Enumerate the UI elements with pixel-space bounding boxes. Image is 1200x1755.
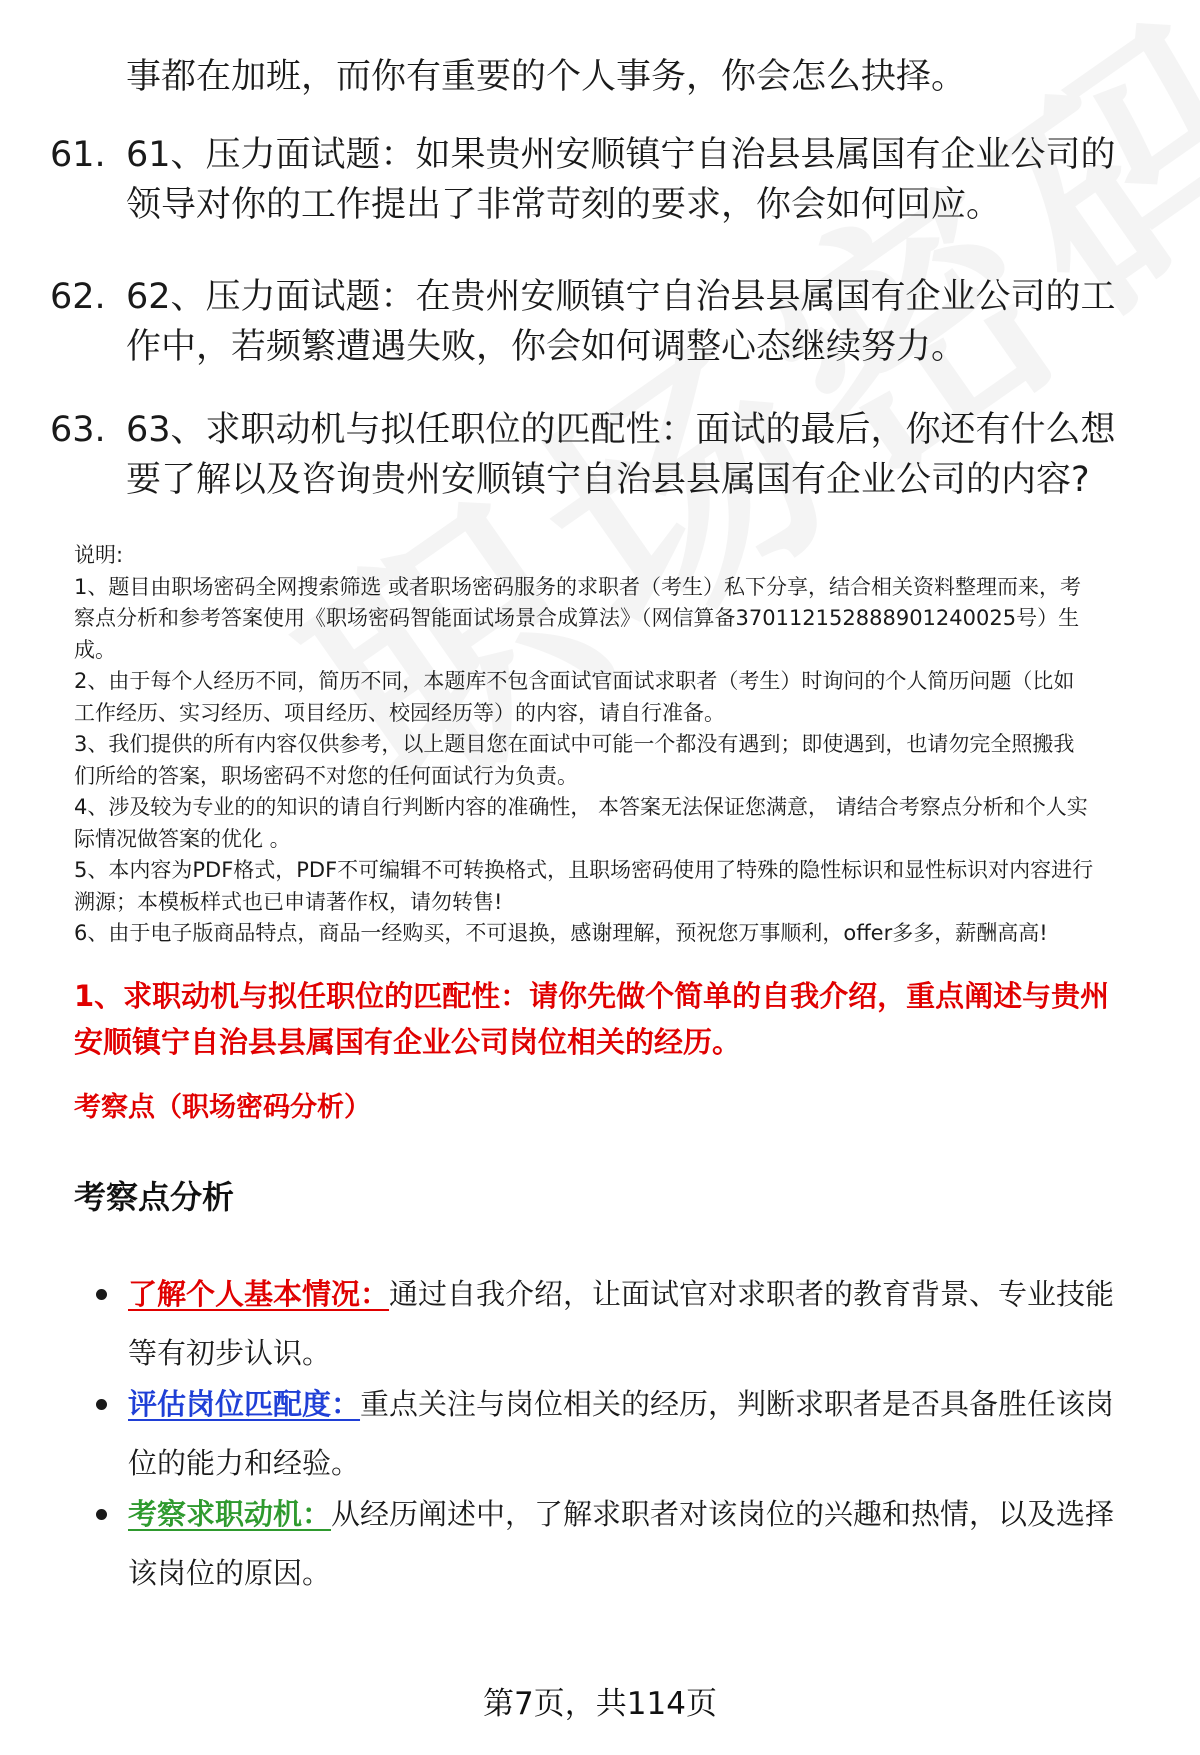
bullet-label: 评估岗位匹配度： xyxy=(128,1387,361,1421)
bullet-line xyxy=(128,1375,1178,1434)
question-line: 要了解以及咨询贵州安顺镇宁自治县县属国有企业公司的内容? xyxy=(126,460,1090,500)
notes-line: 3、我们提供的所有内容仅供参考，以上题目您在面试中可能一个都没有遇到；即使遇到，也请勿完全照搬我 xyxy=(74,732,1075,756)
notes-line: 们所给的答案，职场密码不对您的任何面试行为负责。 xyxy=(74,763,578,788)
notes-line: 4、涉及较为专业的的知识的请自行判断内容的准确性， 本答案无法保证您满意， 请结合考察点分析和个人实 xyxy=(74,795,1088,819)
bullet-line: 该岗位的原因。 xyxy=(128,1556,332,1590)
notes-line: 际情况做答案的优化 。 xyxy=(74,826,291,851)
bullet-dot-icon xyxy=(96,1399,107,1410)
notes-section xyxy=(74,540,1174,950)
notes-line: 2、由于每个人经历不同，简历不同，本题库不包含面试官面试求职者（考生）时询问的个人简历问题（比如 xyxy=(74,669,1075,693)
analysis-title: 考察点分析 xyxy=(74,1178,235,1216)
notes-line: 工作经历、实习经历、项目经历、校园经历等）的内容，请自行准备。 xyxy=(74,700,725,725)
question-line: 63、求职动机与拟任职位的匹配性：面试的最后，你还有什么想 xyxy=(126,410,1116,450)
page-footer: 第7页，共114页 xyxy=(483,1686,717,1722)
question-text xyxy=(126,130,1186,230)
question-line: 领导对你的工作提出了非常苛刻的要求，你会如何回应。 xyxy=(126,185,1002,225)
question-number: 61. xyxy=(50,135,106,175)
bullet-line xyxy=(128,1265,1178,1324)
notes-line: 6、由于电子版商品特点，商品一经购买，不可退换，感谢理解，预祝您万事顺利，offer多多，薪酬高高! xyxy=(74,921,1048,945)
bullet-text xyxy=(128,1485,1178,1603)
notes-line: 5、本内容为PDF格式，PDF不可编辑不可转换格式，且职场密码使用了特殊的隐性标识和显性标识对内容进行 xyxy=(74,858,1094,882)
bullet-dot-icon xyxy=(96,1509,107,1520)
heading-line: 1、求职动机与拟任职位的匹配性：请你先做个简单的自我介绍，重点阐述与贵州 xyxy=(74,979,1110,1013)
bullet-text xyxy=(128,1265,1178,1383)
question-continuation: 事都在加班，而你有重要的个人事务，你会怎么抉择。 xyxy=(126,57,967,97)
bullet-line xyxy=(128,1485,1178,1544)
question-number: 62. xyxy=(50,277,106,317)
bullet-body: 通过自我介绍，让面试官对求职者的教育背景、专业技能 xyxy=(389,1277,1115,1311)
notes-line: 说明: xyxy=(74,543,124,567)
question-text xyxy=(126,405,1186,505)
question-line: 作中，若频繁遭遇失败，你会如何调整心态继续努力。 xyxy=(126,327,967,367)
question-heading xyxy=(74,973,1109,1065)
notes-line: 成。 xyxy=(74,637,116,662)
bullet-label: 考察求职动机： xyxy=(128,1497,332,1531)
question-text xyxy=(126,272,1186,372)
notes-line: 溯源；本模板样式也已申请著作权，请勿转售! xyxy=(74,889,503,914)
bullet-body: 重点关注与岗位相关的经历，判断求职者是否具备胜任该岗 xyxy=(360,1387,1115,1421)
notes-line: 察点分析和参考答案使用《职场密码智能面试场景合成算法》（网信算备370112152888901240025号）生 xyxy=(74,606,1080,630)
notes-line: 1、题目由职场密码全网搜索筛选 或者职场密码服务的求职者（考生）私下分享，结合相关资料整理而来，考 xyxy=(74,574,1082,599)
bullet-label: 了解个人基本情况： xyxy=(128,1277,390,1311)
question-number: 63. xyxy=(50,410,106,450)
heading-line: 安顺镇宁自治县县属国有企业公司岗位相关的经历。 xyxy=(74,1025,742,1059)
assessment-point-label: 考察点（职场密码分析） xyxy=(74,1092,371,1123)
bullet-text xyxy=(128,1375,1178,1493)
question-line: 61、压力面试题：如果贵州安顺镇宁自治县县属国有企业公司的 xyxy=(126,135,1116,175)
bullet-line: 等有初步认识。 xyxy=(128,1336,332,1370)
question-line: 62、压力面试题：在贵州安顺镇宁自治县县属国有企业公司的工 xyxy=(126,277,1116,317)
bullet-line: 位的能力和经验。 xyxy=(128,1446,361,1480)
bullet-body: 从经历阐述中，了解求职者对该岗位的兴趣和热情，以及选择 xyxy=(331,1497,1115,1531)
bullet-dot-icon xyxy=(96,1289,107,1300)
